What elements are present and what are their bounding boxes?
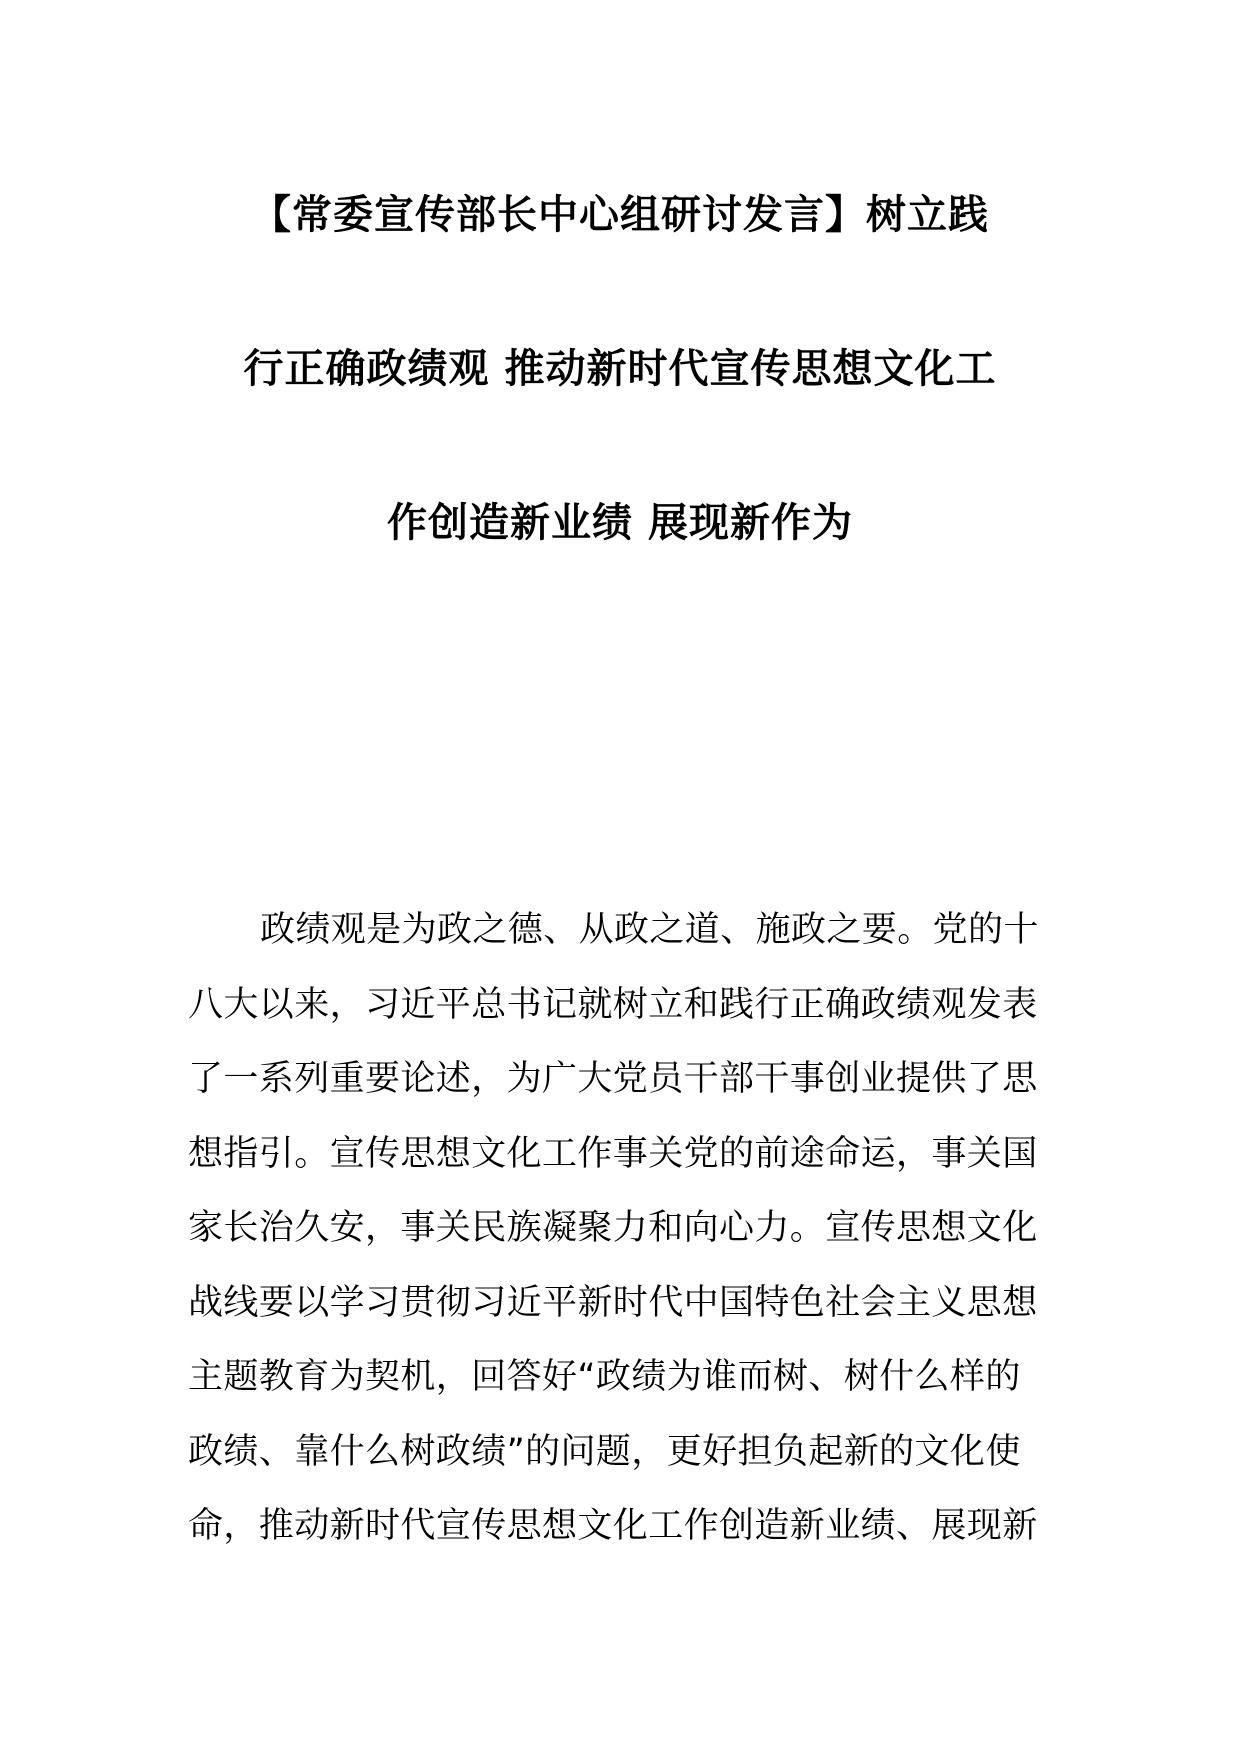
body-line-6: 战线要以学习贯彻习近平新时代中国特色社会主义思想: [188, 1282, 1038, 1323]
body-line-4: 想指引。宣传思想文化工作事关党的前途命运，事关国: [188, 1133, 1038, 1174]
body-line-8: 政绩、靠什么树政绩”的问题，更好担负起新的文化使: [188, 1431, 1021, 1472]
body-paragraph: [188, 893, 1056, 1564]
document-title: [185, 190, 1055, 548]
body-line-2: 八大以来，习近平总书记就树立和践行正确政绩观发表: [188, 984, 1038, 1025]
title-line-2: 行正确政绩观 推动新时代宣传思想文化工: [243, 346, 997, 392]
title-line-1: 【常委宣传部长中心组研讨发言】树立践: [251, 192, 989, 238]
title-line-3: 作创造新业绩 展现新作为: [387, 500, 853, 546]
body-line-1: 政绩观是为政之德、从政之道、施政之要。党的十: [260, 910, 1039, 950]
body-line-9: 命，推动新时代宣传思想文化工作创造新业绩、展现新: [188, 1506, 1038, 1546]
body-line-3: 了一系列重要论述，为广大党员干部干事创业提供了思: [188, 1059, 1038, 1099]
body-line-5: 家长治久安，事关民族凝聚力和向心力。宣传思想文化: [188, 1208, 1038, 1248]
body-line-7: 主题教育为契机，回答好“政绩为谁而树、树什么样的: [188, 1357, 1021, 1397]
